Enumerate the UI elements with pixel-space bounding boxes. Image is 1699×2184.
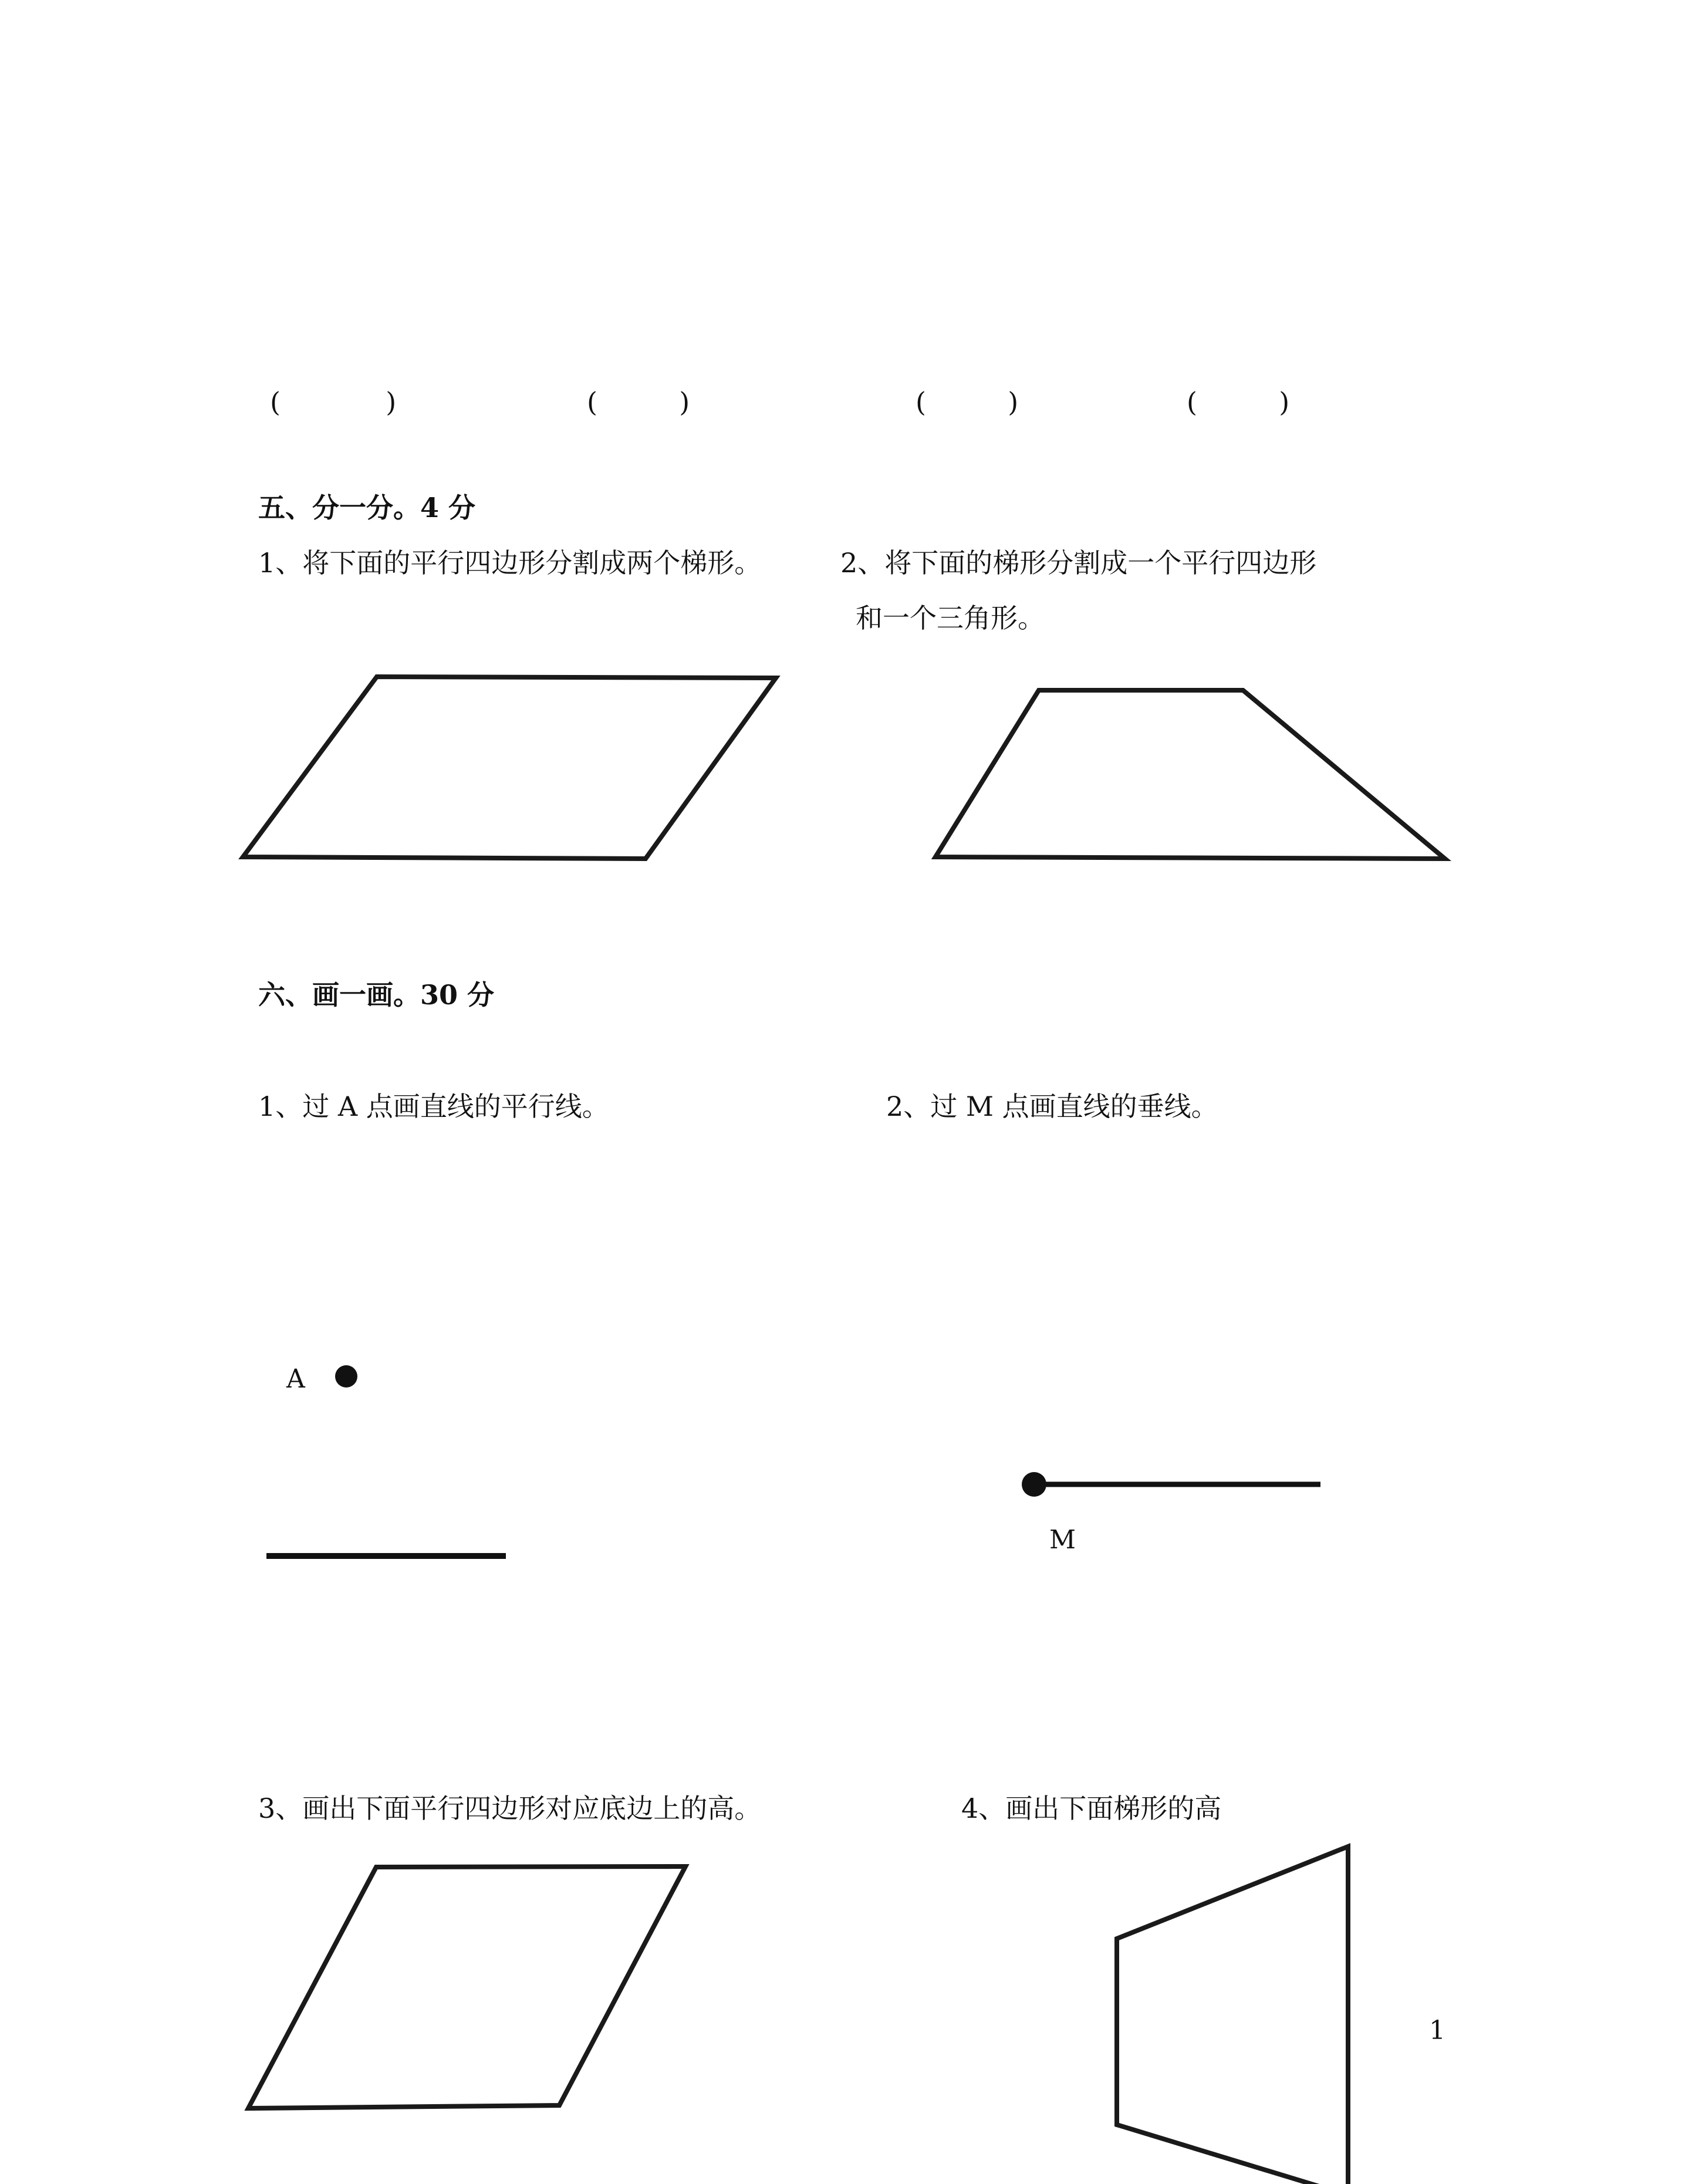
paren-close: ) (386, 386, 397, 418)
section6-question-2: 2、过 M 点画直线的垂线。 (886, 1091, 1218, 1122)
paren-open: ( (916, 386, 926, 418)
section6-heading: 六、画一画。30 分 (258, 979, 495, 1011)
section5-question-2-line1: 2、将下面的梯形分割成一个平行四边形 (840, 547, 1317, 579)
paren-close: ) (679, 386, 690, 418)
section6-question-1: 1、过 A 点画直线的平行线。 (258, 1091, 609, 1122)
section5-question-1: 1、将下面的平行四边形分割成两个梯形。 (258, 547, 762, 579)
paren-open: ( (587, 386, 597, 418)
parallelogram-shape (243, 677, 776, 859)
point-m-label: M (1049, 1525, 1076, 1555)
section6-question-4: 4、画出下面梯形的高 (961, 1793, 1222, 1824)
parallelogram-height-shape (248, 1866, 685, 2108)
point-a-label: A (286, 1364, 305, 1394)
section5-heading: 五、分一分。4 分 (258, 492, 476, 524)
page-number: 1 (1429, 2016, 1445, 2045)
point-a-dot (335, 1365, 357, 1388)
trapezoid-height-shape (1117, 1847, 1348, 2184)
point-m-dot (1022, 1472, 1046, 1497)
section5-question-2-line2: 和一个三角形。 (856, 602, 1045, 634)
section6-question-3: 3、画出下面平行四边形对应底边上的高。 (258, 1793, 762, 1824)
paren-close: ) (1008, 386, 1019, 418)
paren-open: ( (270, 386, 281, 418)
trapezoid-shape (935, 690, 1445, 859)
paren-open: ( (1187, 386, 1197, 418)
paren-close: ) (1279, 386, 1290, 418)
